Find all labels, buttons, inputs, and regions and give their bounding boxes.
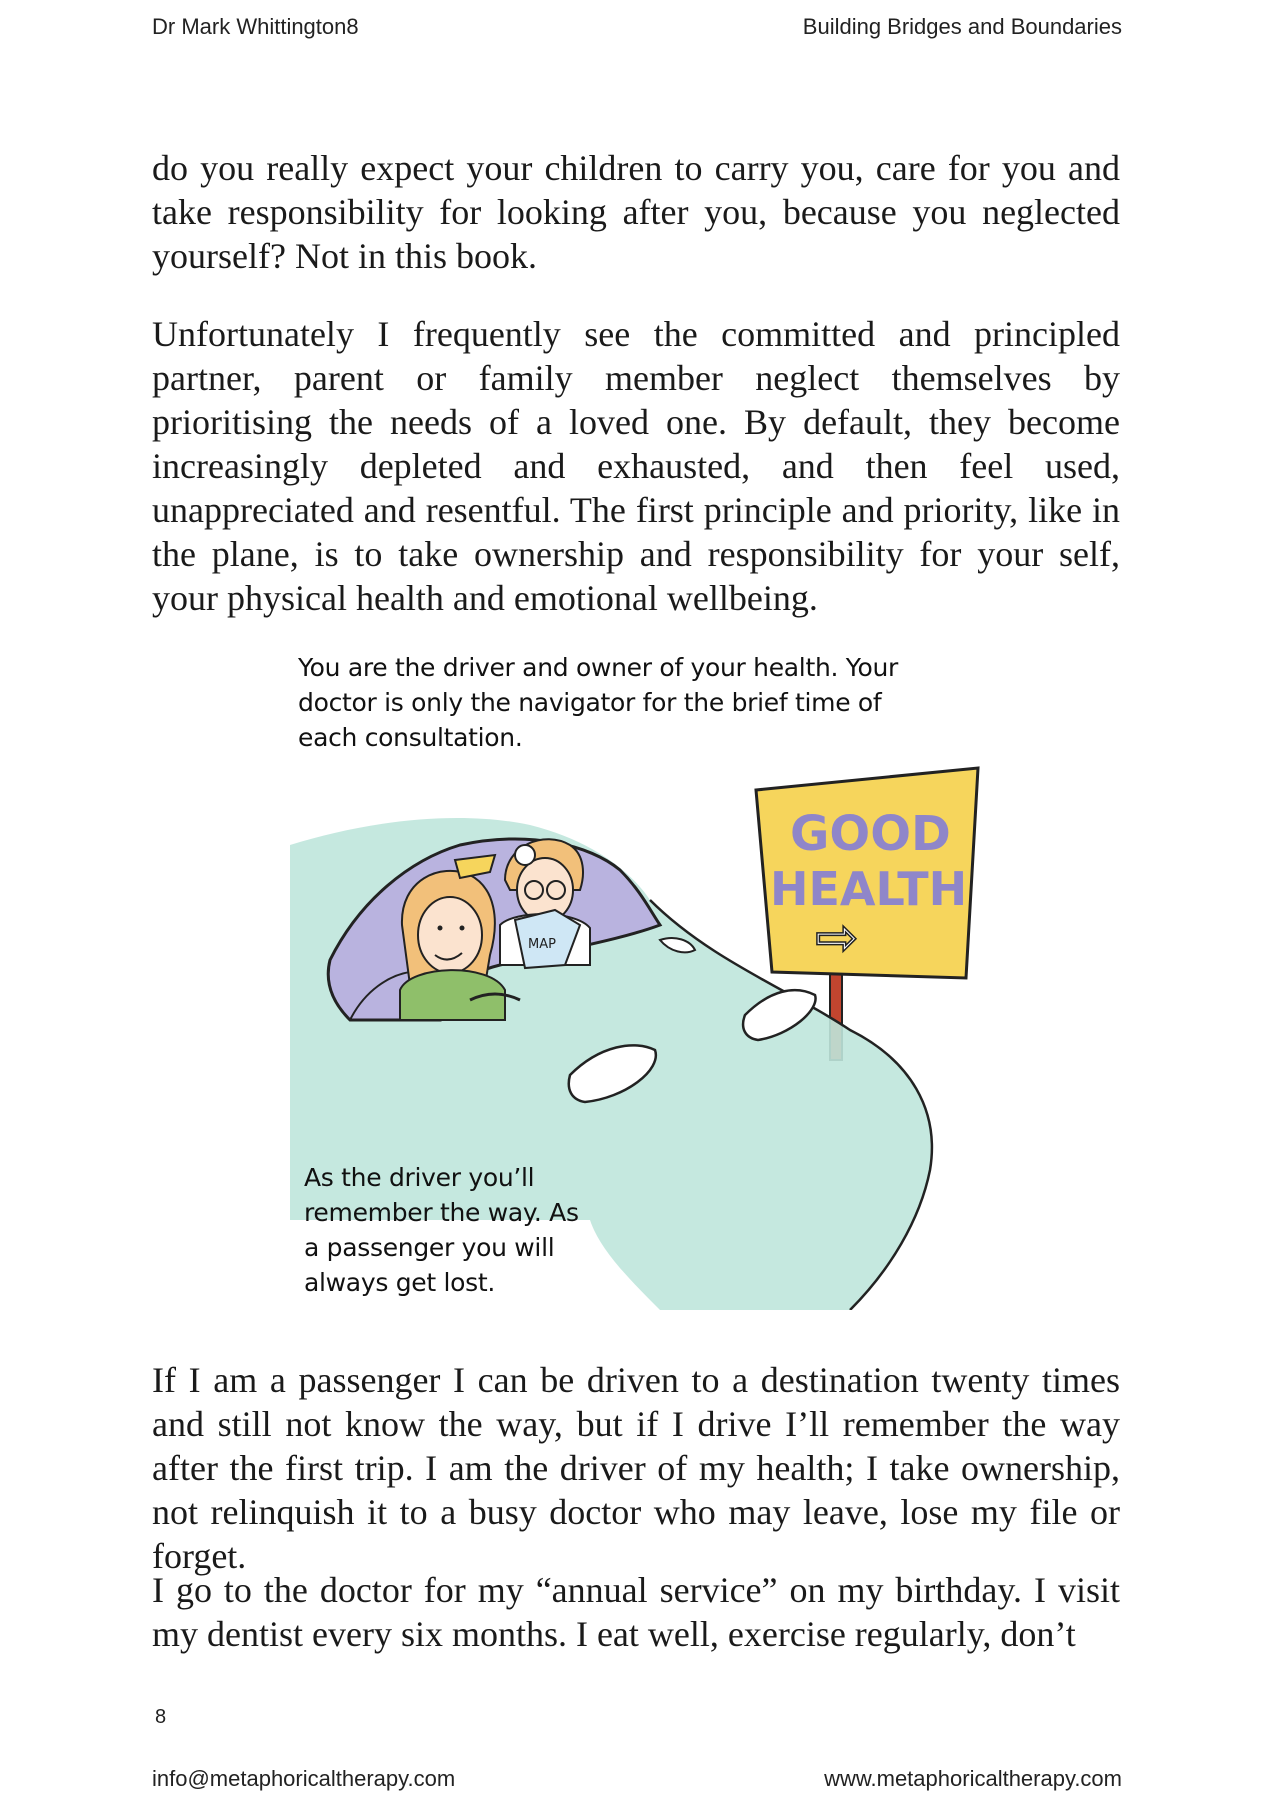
map-label: MAP [528, 937, 556, 952]
body-paragraph-2: Unfortunately I frequently see the committed and principled partner, parent or family member neglect themselves by prioritising the needs of a loved one. By default, they become increasingly depleted and exhausted, and then feel used, unappreciated and resentful. The first principle and priority, like in the plane, is to take ownership and responsibility for your self, your physical health and emotional wellbeing. [152, 314, 1120, 618]
body-paragraph-3: If I am a passenger I can be driven to a destination twenty times and still not know the way, but if I drive I’ll remember the way after the first trip. I am the driver of my health; I take ownership, not relinquish it to a busy doctor who may leave, lose my file or forget. [152, 1360, 1120, 1576]
sign-line-1: GOOD [790, 806, 951, 862]
body-paragraph-4: I go to the doctor for my “annual service” on my birthday. I visit my dentist every six months. I eat well, exercise regularly, don’t [152, 1570, 1120, 1654]
header-book-title: Building Bridges and Boundaries [802, 14, 1122, 39]
header-author: Dr Mark Whittington8 [152, 14, 359, 39]
sign-line-2: HEALTH [770, 862, 968, 916]
footer-email-link[interactable]: info@metaphoricaltherapy.com [152, 1766, 456, 1791]
body-paragraph-1: do you really expect your children to carry you, care for you and take responsibility for looking after you, because you neglected yourself? Not in this book. [152, 148, 1120, 276]
cartoon-caption-top: You are the driver and owner of your health. Your doctor is only the navigator for the brief time of each consultation. [298, 653, 898, 752]
cartoon-caption-bottom: As the driver you’ll remember the way. As a passenger you will always get lost. [304, 1163, 579, 1297]
driver-face [418, 897, 482, 973]
footer-website-link[interactable]: www.metaphoricaltherapy.com [824, 1766, 1122, 1791]
page-number: 8 [155, 1706, 167, 1728]
sign-arrow-icon: ⇨ [815, 908, 859, 968]
head-mirror-icon [515, 845, 535, 865]
